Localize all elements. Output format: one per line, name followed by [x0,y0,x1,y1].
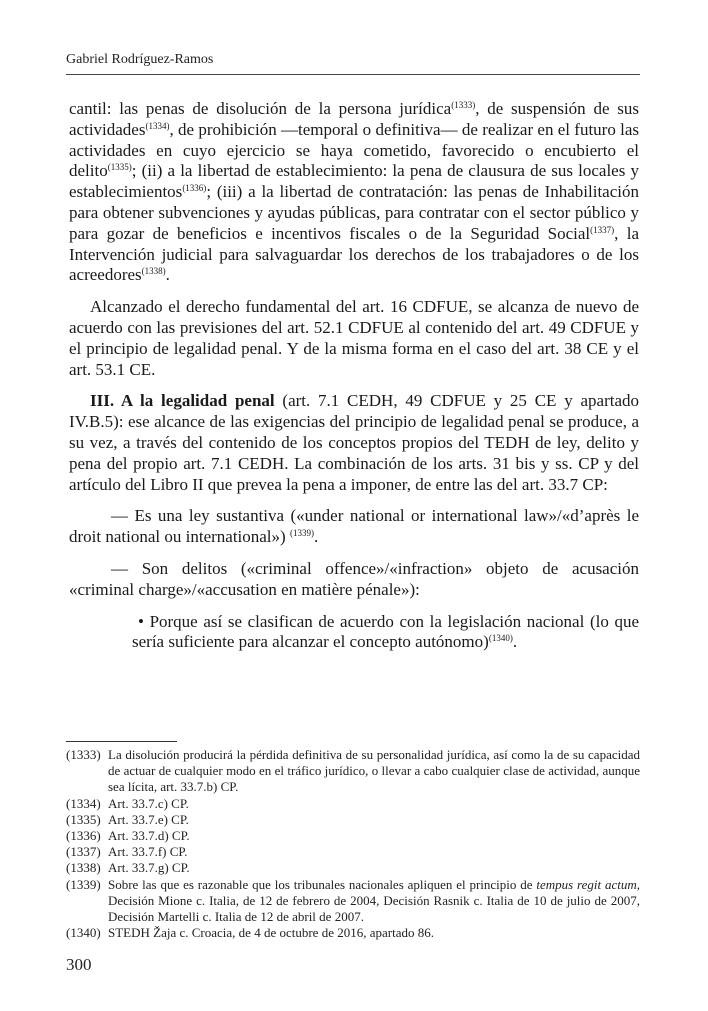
section-heading: III. A la legalidad penal [90,391,275,411]
page-number: 300 [66,955,92,974]
footnote-1335 [66,812,640,828]
footnote-text: Art. 33.7.d) CP. [108,828,190,844]
dash-item-ley [69,506,639,548]
footnote-number: (1337) [66,844,101,860]
text-span: , de suspensión de sus actividades [69,99,639,139]
text-span: , de prohibición —temporal o definitiva— de realizar en el futuro las actividades en cuyo ejercicio se haya cometido, favorecido o encubierto el delito [69,119,639,181]
footnote-number: (1338) [66,860,101,876]
footnotes [66,747,640,941]
footnote-1340 [66,925,640,941]
footnote-text: Art. 33.7.g) CP. [108,860,190,876]
footnote-text: Art. 33.7.c) CP. [108,795,189,811]
footnote-ref[interactable]: (1340) [488,633,513,644]
text-span: . [165,265,170,285]
footnote-text [108,877,640,926]
footnote-number: (1340) [66,925,101,941]
footnote-ref[interactable]: (1339) [289,528,314,539]
text-span: (art. 7.1 CEDH, 49 CDFUE y 25 CE y apartado IV.B.5): ese alcance de las exigencias del principio de legalidad penal se produce, a su vez, a través del contenido de los conceptos propios del TEDH de ley, delito y pena del propio art. 7.1 CEDH. La combinación de los arts. 31 bis y ss. CP y del artículo del Libro II que prevea la pena a imponer, de entre las del art. 33.7 CP: [69,391,640,494]
text-span: . [313,527,319,547]
text-span: Sobre las que es razonable que los tribunales nacionales apliquen el principio de [108,876,537,892]
footnote-ref[interactable]: (1334) [145,120,170,131]
text-span: cantil: las penas de disolución de la persona jurídica [69,99,452,118]
footnote-1334 [66,796,640,812]
footnote-number: (1335) [66,811,101,827]
footnote-1338 [66,860,640,876]
footnote-1337 [66,844,640,860]
main-text [69,99,639,653]
footnote-text: Art. 33.7.f) CP. [108,844,188,860]
footnote-number: (1339) [66,876,101,892]
footnote-ref[interactable]: (1336) [182,183,207,194]
bullet-item [69,612,639,654]
footnote-text: La disolución producirá la pérdida definitiva de su personalidad jurídica, así como la de su capacidad de actuar de cualquier modo en el tráfico jurídico, o llevar a cabo cualquier clase de actividad, aunque sea lícita, art. 33.7.b) CP. [108,747,640,795]
footnote-rule [66,741,177,742]
footnote-text: STEDH Žaja c. Croacia, de 4 de octubre de 2016, apartado 86. [108,925,434,941]
text-span: • Porque así se clasifican de acuerdo con la legislación nacional (lo que sería suficiente para alcanzar el concepto autónomo) [132,611,639,652]
footnote-ref[interactable]: (1333) [451,100,476,110]
footnote-number: (1334) [66,795,101,811]
paragraph-3 [69,391,639,495]
footnote-text: Art. 33.7.e) CP. [108,811,189,827]
footnote-number: (1333) [66,747,101,762]
latin-phrase: tempus regit actum [536,876,637,892]
dash-item-delitos: — Son delitos («criminal offence»/«infraction» objeto de acusación «criminal charge»/«accusation en matière pénale»): [69,558,639,599]
footnote-1336 [66,828,640,844]
header-rule [66,74,640,75]
text-span: . [512,632,518,652]
footnote-ref[interactable]: (1337) [590,224,615,235]
paragraph-1 [69,99,639,286]
paragraph-2: Alcanzado el derecho fundamental del art. 16 CDFUE, se alcanza de nuevo de acuerdo con las previsiones del art. 52.1 CDFUE al contenido del art. 49 CDFUE y el principio de legalidad penal. Y de la misma forma en el caso del art. 38 CE y el art. 53.1 CE. [69,297,639,379]
text-span: , Decisión Mione c. Italia, de 12 de febrero de 2004, Decisión Rasnik c. Italia de 10 de julio de 2007, Decisión Martelli c. Italia de 12 de abril de 2007. [108,876,640,925]
text-span: ; (ii) a la libertad de establecimiento: la pena de clausura de sus locales y establecimientos [69,161,639,202]
footnote-ref[interactable]: (1338) [141,266,166,277]
footnote-1339 [66,877,640,926]
text-span: , la Intervención judicial para salvaguardar los derechos de los trabajadores o de los acreedores [69,223,639,285]
text-span: — Es una ley sustantiva («under national or international law»/«d’après le droit national ou international») [69,506,639,547]
footnote-number: (1336) [66,828,101,844]
footnote-1333 [66,747,640,796]
text-span: ; (iii) a la libertad de contratación: las penas de Inhabilitación para obtener subvenciones y ayudas públicas, para contratar con el sector público y para gozar de beneficios e incentivos fiscales o de la Seguridad Social [69,182,639,243]
running-header: Gabriel Rodríguez-Ramos [66,52,214,67]
footnote-ref[interactable]: (1335) [107,162,132,173]
